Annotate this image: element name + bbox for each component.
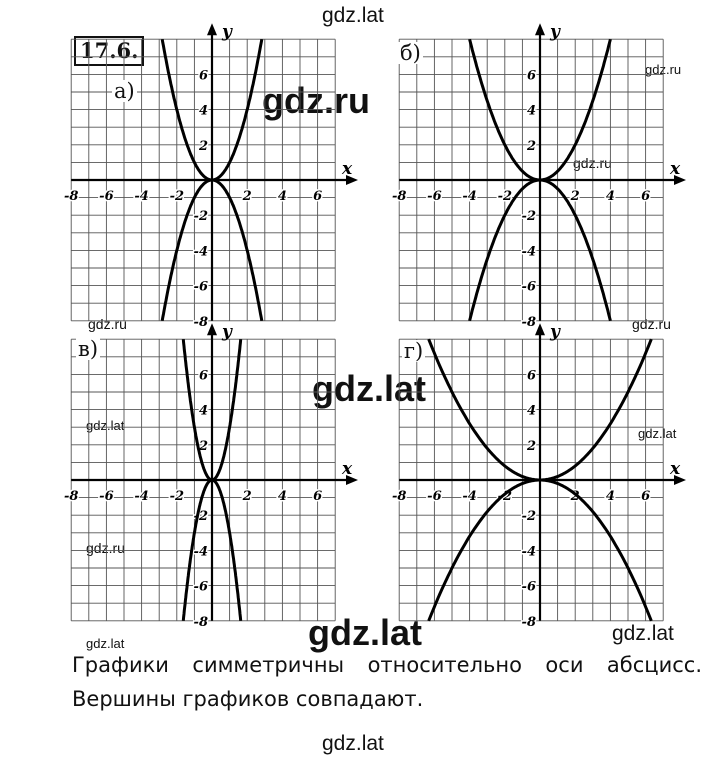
x-tick-label: 6	[313, 189, 323, 204]
y-tick-label: 2	[526, 438, 536, 454]
y-axis-name: y	[222, 22, 232, 43]
x-tick-label: -8	[63, 189, 79, 204]
y-tick-label: 2	[198, 138, 208, 154]
y-tick-label: 4	[526, 403, 536, 419]
watermark-left-v2: gdz.ru	[86, 540, 125, 556]
y-axis-arrow	[535, 323, 545, 335]
y-tick-label: -4	[521, 244, 536, 260]
y-axis-name: y	[550, 322, 560, 343]
problem-number: 17.6.	[74, 36, 144, 66]
y-tick-label: 4	[526, 103, 536, 119]
y-tick-label: -6	[193, 279, 208, 295]
x-tick-label: 2	[570, 189, 580, 204]
watermark-bottom-left: gdz.lat	[86, 636, 125, 651]
y-tick-label: -8	[193, 614, 208, 630]
x-tick-label: -8	[391, 489, 407, 504]
x-tick-label: -8	[63, 489, 79, 504]
x-tick-label: -2	[169, 489, 185, 504]
x-tick-label: 4	[277, 189, 287, 204]
y-tick-label: -8	[193, 314, 208, 330]
y-axis-arrow	[207, 23, 217, 35]
y-tick-label: -8	[521, 314, 536, 330]
x-tick-label: 6	[641, 489, 651, 504]
y-tick-label: -4	[193, 244, 208, 260]
y-tick-label: -4	[193, 544, 208, 560]
watermark-left-v: gdz.lat	[86, 418, 125, 433]
x-tick-label: -2	[169, 189, 185, 204]
x-tick-label: 4	[605, 489, 615, 504]
watermark-middle: gdz.lat	[312, 368, 426, 409]
y-tick-label: -4	[521, 544, 536, 560]
x-tick-label: -6	[99, 189, 114, 204]
watermark-right-axis: gdz.ru	[573, 155, 612, 171]
watermark-right-mid: gdz.ru	[632, 316, 671, 332]
y-tick-label: -6	[193, 579, 208, 595]
x-tick-label: -8	[391, 189, 407, 204]
watermark-right-top: gdz.ru	[645, 62, 682, 77]
x-axis-name: x	[342, 159, 353, 179]
y-tick-label: 6	[526, 68, 536, 84]
y-tick-label: -6	[521, 579, 536, 595]
x-axis-name: x	[670, 459, 681, 479]
y-axis-name: y	[222, 322, 232, 343]
panel-label-g: г)	[404, 339, 424, 363]
x-tick-label: -2	[497, 489, 513, 504]
y-tick-label: 6	[526, 368, 536, 384]
y-tick-label: 2	[198, 438, 208, 454]
x-axis-name: x	[670, 159, 681, 179]
x-tick-label: 4	[277, 489, 287, 504]
x-tick-label: -6	[427, 489, 442, 504]
answer-text: Графики симметричны относительно оси абсцисс. Вершины графиков совпадают.	[72, 653, 702, 711]
x-tick-label: -4	[462, 189, 477, 204]
watermark-right-g: gdz.lat	[638, 426, 677, 441]
y-tick-label: -8	[521, 614, 536, 630]
panel-label-a: а)	[114, 79, 135, 103]
x-tick-label: -6	[99, 489, 114, 504]
watermark-top: gdz.lat	[322, 4, 384, 27]
y-tick-label: 6	[198, 368, 208, 384]
x-tick-label: -6	[427, 189, 442, 204]
y-tick-label: -6	[521, 279, 536, 295]
x-tick-label: 6	[313, 489, 323, 504]
watermark-bottom-right: gdz.lat	[612, 622, 674, 645]
y-axis-arrow	[535, 23, 545, 35]
x-tick-label: -4	[134, 489, 149, 504]
panel-label-b: б)	[400, 41, 421, 65]
y-tick-label: 4	[198, 403, 208, 419]
x-tick-label: -4	[134, 189, 149, 204]
watermark-footer: gdz.lat	[322, 732, 384, 755]
y-tick-label: -2	[193, 509, 208, 525]
x-tick-label: -2	[497, 189, 513, 204]
x-tick-label: -4	[462, 489, 477, 504]
y-tick-label: 2	[526, 138, 536, 154]
y-axis-name: y	[550, 22, 560, 43]
y-tick-label: -2	[521, 509, 536, 525]
x-axis-name: x	[342, 459, 353, 479]
y-tick-label: 4	[198, 103, 208, 119]
x-tick-label: 4	[605, 189, 615, 204]
y-tick-label: 6	[198, 68, 208, 84]
panel-label-v: в)	[78, 337, 99, 361]
x-tick-label: 2	[570, 489, 580, 504]
watermark-left-mid: gdz.ru	[88, 316, 127, 332]
y-tick-label: -2	[193, 209, 208, 225]
x-tick-label: 6	[641, 189, 651, 204]
x-tick-label: 2	[242, 189, 252, 204]
y-axis-arrow	[207, 323, 217, 335]
watermark-bottom: gdz.lat	[308, 612, 422, 653]
y-tick-label: -2	[521, 209, 536, 225]
watermark-center: gdz.ru	[262, 80, 370, 121]
x-tick-label: 2	[242, 489, 252, 504]
